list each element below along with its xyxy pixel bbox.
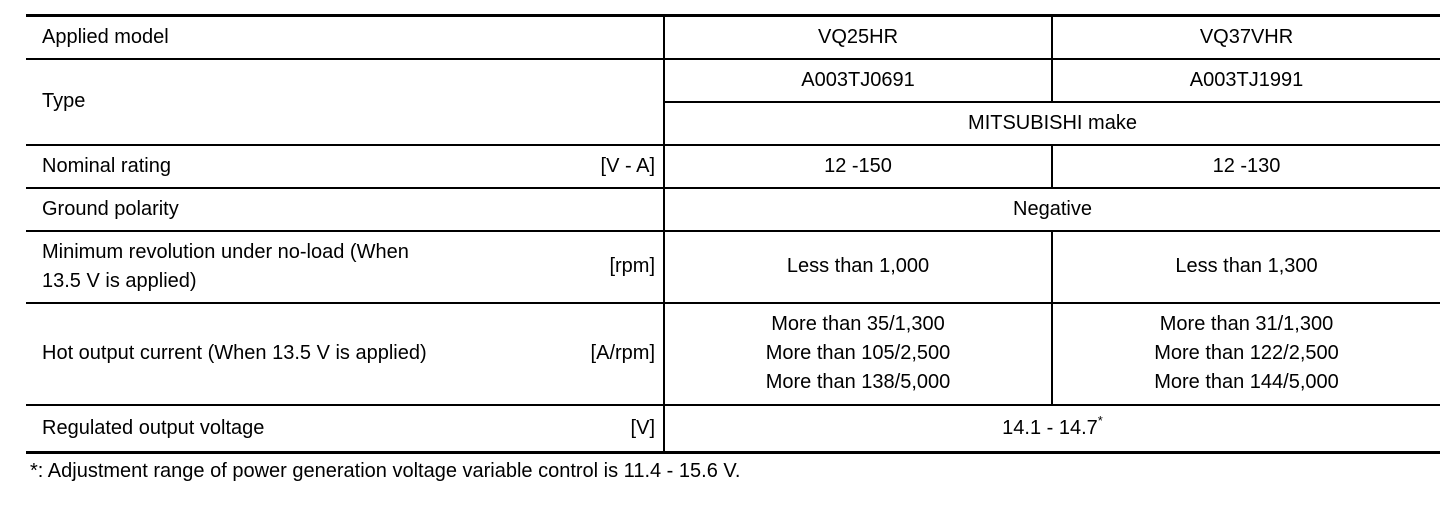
min-revolution-label-line1: Minimum revolution under no-load (When <box>42 240 409 263</box>
hot-output-vq37vhr-line2: More than 122/2,500 <box>1154 342 1339 364</box>
label-ground-polarity: Ground polarity <box>26 188 664 231</box>
model-vq37vhr: VQ37VHR <box>1052 16 1440 59</box>
footnote-mark: * <box>1097 412 1103 428</box>
row-regulated-voltage <box>26 405 1440 453</box>
min-revolution-vq25hr: Less than 1,000 <box>664 231 1052 303</box>
ground-polarity-value: Negative <box>664 188 1440 231</box>
min-revolution-label-line2: 13.5 V is applied) <box>42 269 197 292</box>
label-hot-output <box>26 303 664 405</box>
nominal-rating-unit: [V - A] <box>600 154 655 177</box>
specification-table <box>26 14 1440 454</box>
hot-output-vq37vhr-line1: More than 31/1,300 <box>1159 313 1334 335</box>
row-nominal-rating <box>26 145 1440 188</box>
min-revolution-vq37vhr: Less than 1,300 <box>1052 231 1440 303</box>
label-applied-model: Applied model <box>26 16 664 59</box>
min-revolution-unit: [rpm] <box>609 255 655 277</box>
hot-output-vq25hr-line1: More than 35/1,300 <box>771 313 945 335</box>
type-value-vq25hr: A003TJ0691 <box>664 59 1052 102</box>
label-min-revolution <box>26 231 664 303</box>
row-hot-output <box>26 303 1440 405</box>
nominal-rating-vq37vhr: 12 -130 <box>1052 145 1440 188</box>
model-vq25hr: VQ25HR <box>664 16 1052 59</box>
hot-output-vq37vhr <box>1052 303 1440 405</box>
type-make: MITSUBISHI make <box>664 102 1440 145</box>
row-min-revolution <box>26 231 1440 303</box>
hot-output-vq25hr <box>664 303 1052 405</box>
hot-output-vq25hr-line2: More than 105/2,500 <box>765 342 951 364</box>
regulated-voltage-range: 14.1 - 14.7 <box>1002 416 1098 439</box>
hot-output-vq25hr-line3: More than 138/5,000 <box>765 371 951 393</box>
min-revolution-label <box>42 238 409 296</box>
row-type <box>26 59 1440 102</box>
row-ground-polarity <box>26 188 1440 231</box>
hot-output-label: Hot output current (When 13.5 V is applied) <box>42 342 427 364</box>
label-nominal-rating <box>26 145 664 188</box>
hot-output-unit: [A/rpm] <box>590 342 655 364</box>
nominal-rating-vq25hr: 12 -150 <box>664 145 1052 188</box>
label-regulated-voltage <box>26 405 664 453</box>
footnote: *: Adjustment range of power generation voltage variable control is 11.4 - 15.6 V. <box>30 460 741 482</box>
label-type: Type <box>26 59 664 145</box>
hot-output-vq37vhr-line3: More than 144/5,000 <box>1154 371 1339 393</box>
regulated-voltage-label: Regulated output voltage <box>42 416 265 439</box>
type-value-vq37vhr: A003TJ1991 <box>1052 59 1440 102</box>
regulated-voltage-value <box>664 405 1440 453</box>
row-applied-model <box>26 16 1440 59</box>
nominal-rating-label: Nominal rating <box>42 154 171 177</box>
regulated-voltage-unit: [V] <box>630 416 655 439</box>
